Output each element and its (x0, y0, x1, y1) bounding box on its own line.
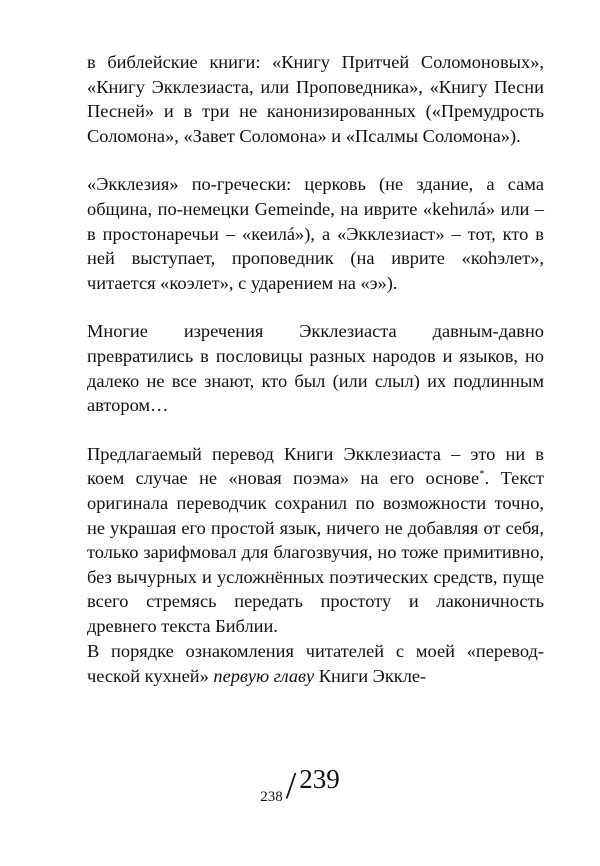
paragraph-5 (87, 639, 544, 688)
paragraph-4-main: Предлагаемый перевод Книги Экклезиаста – это ни в коем случае не «новая поэма» на его основе (87, 443, 544, 489)
paragraph-4-rest: . Текст оригинала переводчик сохранил по возможности точно, не украшая его простой язык, ничего не добавляя от себя, только зарифмовал для благозвучия, но тоже примитивно, без вычурных и усложнённых поэтических средств, пуще всего стремясь передать простоту и лаконичность древнего текста Библии. (87, 468, 544, 636)
page-number-left: 238 (260, 789, 283, 805)
paragraph-5-italic: первую главу (213, 666, 315, 687)
page-number-footer (0, 760, 600, 807)
paragraph-5-end: Книги Экклe- (314, 666, 427, 687)
paragraph-2: «Экклезия» по-гречески: церковь (не здание, а сама община, по-немецки Gemeinde, на иврите «kеhилá» или – в простонаречьи – «кеилá»), а «Экклезиаст» – тот, кто в ней выступает, проповедник (на иврите «коhэлет», читается «коэлет», с ударением на «э»). (87, 174, 544, 293)
paragraph-1: в библейские книги: «Книгу Притчей Соломоновых», «Книгу Экклезиаста, или Проповедника», «Книгу Песни Песней» и в три не канонизированных («Премудрость Соломона», «Завет Соломона» и «Псалмы Соломона»). (87, 52, 544, 146)
page-body (87, 50, 544, 689)
footnote-mark: * (479, 468, 485, 481)
paragraph-4 (87, 442, 544, 639)
paragraph-5-start: В порядке ознакомления читателей с моей «перевод-ческой кухней» (87, 641, 544, 687)
paragraph-3: Многие изречения Экклезиаста давным-давно превратились в пословицы разных народов и языков, но далеко не все знают, кто был (или слыл) их подлинным автором… (87, 321, 544, 416)
page-number-right: 239 (299, 764, 340, 794)
page-number-separator: / (285, 765, 297, 807)
